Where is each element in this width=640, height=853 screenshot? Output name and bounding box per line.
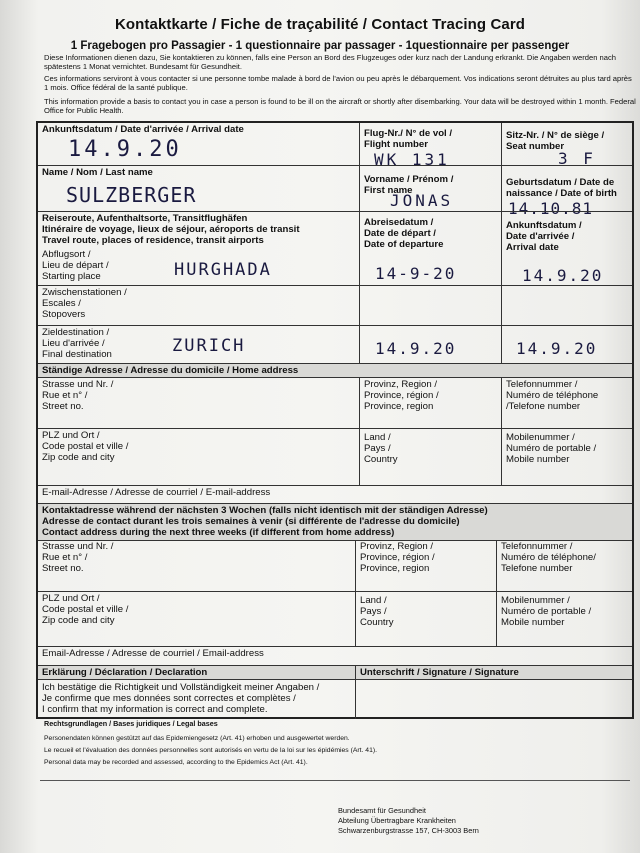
legal-text-fr: Le recueil et l'évaluation des données personnelles sont autorisés en vertu de la loi sur les épidémies (Art. 41). xyxy=(44,747,378,754)
final-destination-label: Zieldestination / Lieu d'arrivée / Final destination xyxy=(42,327,112,360)
legal-text-de: Personendaten können gestützt auf das Epidemiengesetz (Art. 41) erhoben und ausgewertet werden. xyxy=(44,735,350,742)
contact-mobile-label: Mobilenummer / Numéro de portable / Mobile number xyxy=(501,595,592,628)
last-name-label: Name / Nom / Last name xyxy=(42,167,153,178)
home-province-label: Provinz, Region / Province, région / Province, region xyxy=(364,379,439,412)
home-email-label: E-mail-Adresse / Adresse de courriel / E-mail-address xyxy=(42,487,271,498)
flight-number-label: Flug-Nr./ N° de vol / Flight number xyxy=(364,128,453,150)
final-departure-date-value: 14.9.20 xyxy=(375,339,457,358)
intro-text-en: This information provide a basis to contact you in case a person is found to be ill on the aircraft or shortly after disembarking. Your data will be destroyed within 1 month. Federal Office for Public Health. xyxy=(44,97,636,115)
starting-place-value: HURGHADA xyxy=(174,260,272,280)
legal-heading: Rechtsgrundlagen / Bases juridiques / Legal bases xyxy=(44,719,218,728)
page-subtitle: 1 Fragebogen pro Passagier - 1 questionnaire par passager - 1questionnaire per passenger xyxy=(70,40,570,52)
last-name-value: SULZBERGER xyxy=(66,183,197,207)
home-address-header: Ständige Adresse / Adresse du domicile / Home address xyxy=(38,364,632,377)
arrival-date-column-label: Ankunftsdatum / Date d'arrivée / Arrival date xyxy=(506,220,582,253)
contact-province-label: Provinz, Region / Province, région / Province, region xyxy=(360,541,435,574)
home-mobile-label: Mobilenummer / Numéro de portable / Mobile number xyxy=(506,432,597,465)
intro-text-fr: Ces informations serviront à vous contacter si une personne tombe malade à bord de l'avion ou peu après le débarquement. Vos indications seront détruites au plus tard après 1 mois. Office fédéral de la santé publique. xyxy=(44,74,632,92)
seat-number-value: 3 F xyxy=(558,149,596,168)
declaration-header: Erklärung / Déclaration / Declaration xyxy=(38,666,355,679)
intro-text-de: Diese Informationen dienen dazu, Sie kontaktieren zu können, falls eine Person an Bord des Flugzeuges oder kurz nach der Landung erkrankt. Die Angaben werden nach spätestens 1 Monat vernichtet. Bundesamt für Gesundheit. xyxy=(44,53,617,71)
declaration-text: Ich bestätige die Richtigkeit und Vollständigkeit meiner Angaben / Je confirme que mes données sont correctes et complètes / I confirm that my information is correct and complete. xyxy=(42,682,320,715)
starting-place-label: Abflugsort / Lieu de départ / Starting place xyxy=(42,249,109,282)
contact-zip-label: PLZ und Ort / Code postal et ville / Zip code and city xyxy=(42,593,129,626)
arrival-date-label: Ankunftsdatum / Date d'arrivée / Arrival date xyxy=(42,124,244,135)
contact-phone-label: Telefonnummer / Numéro de téléphone/ Telefone number xyxy=(501,541,596,574)
legal-text-en: Personal data may be recorded and assessed, according to the Epidemics Act (Art. 41). xyxy=(44,759,308,766)
home-phone-label: Telefonnummer / Numéro de téléphone /Telefone number xyxy=(506,379,599,412)
starting-arrival-date-value: 14.9.20 xyxy=(522,266,604,285)
signature-field[interactable] xyxy=(356,680,632,717)
issuer-address: Bundesamt für Gesundheit Abteilung Übertragbare Krankheiten Schwarzenburgstrasse 157, CH-3003 Bern xyxy=(338,806,479,835)
tracing-form xyxy=(36,121,634,719)
final-arrival-date-value: 14.9.20 xyxy=(516,339,598,358)
contact-country-label: Land / Pays / Country xyxy=(360,595,394,628)
first-name-label: Vorname / Prénom / First name xyxy=(364,174,454,196)
date-of-birth-label: Geburtsdatum / Date de naissance / Date of birth xyxy=(506,177,617,199)
departure-date-label: Abreisedatum / Date de départ / Date of departure xyxy=(364,217,444,250)
bottom-rule xyxy=(40,780,630,781)
contact-street-label: Strasse und Nr. / Rue et n° / Street no. xyxy=(42,541,114,574)
contact-email-label: Email-Adresse / Adresse de courriel / Email-address xyxy=(42,648,264,659)
home-country-label: Land / Pays / Country xyxy=(364,432,398,465)
seat-number-label: Sitz-Nr. / N° de siège / Seat number xyxy=(506,130,605,152)
first-name-value: JONAS xyxy=(390,191,454,210)
arrival-date-value: 14.9.20 xyxy=(68,137,182,162)
travel-route-label: Reiseroute, Aufenthaltsorte, Transitflughäfen Itinéraire de voyage, lieux de séjour, aéroports de transit Travel route, places of residence, transit airports xyxy=(42,213,300,246)
home-zip-label: PLZ und Ort / Code postal et ville / Zip code and city xyxy=(42,430,129,463)
stopovers-label: Zwischenstationen / Escales / Stopovers xyxy=(42,287,127,320)
final-destination-value: ZURICH xyxy=(172,336,246,356)
contact-address-header: Kontaktadresse während der nächsten 3 Wochen (falls nicht identisch mit der ständigen Adresse) Adresse de contact durant les trois semaines à venir (si différente de l'adresse du domicile) Contact address during the next three weeks (if different from home address) xyxy=(38,504,632,540)
signature-header: Unterschrift / Signature / Signature xyxy=(356,666,632,679)
home-street-label: Strasse und Nr. / Rue et n° / Street no. xyxy=(42,379,114,412)
starting-departure-date-value: 14-9-20 xyxy=(375,264,457,283)
page-title: Kontaktkarte / Fiche de traçabilité / Contact Tracing Card xyxy=(114,16,526,33)
flight-number-value: WK 131 xyxy=(374,150,450,169)
date-of-birth-value: 14.10.81 xyxy=(508,199,594,218)
